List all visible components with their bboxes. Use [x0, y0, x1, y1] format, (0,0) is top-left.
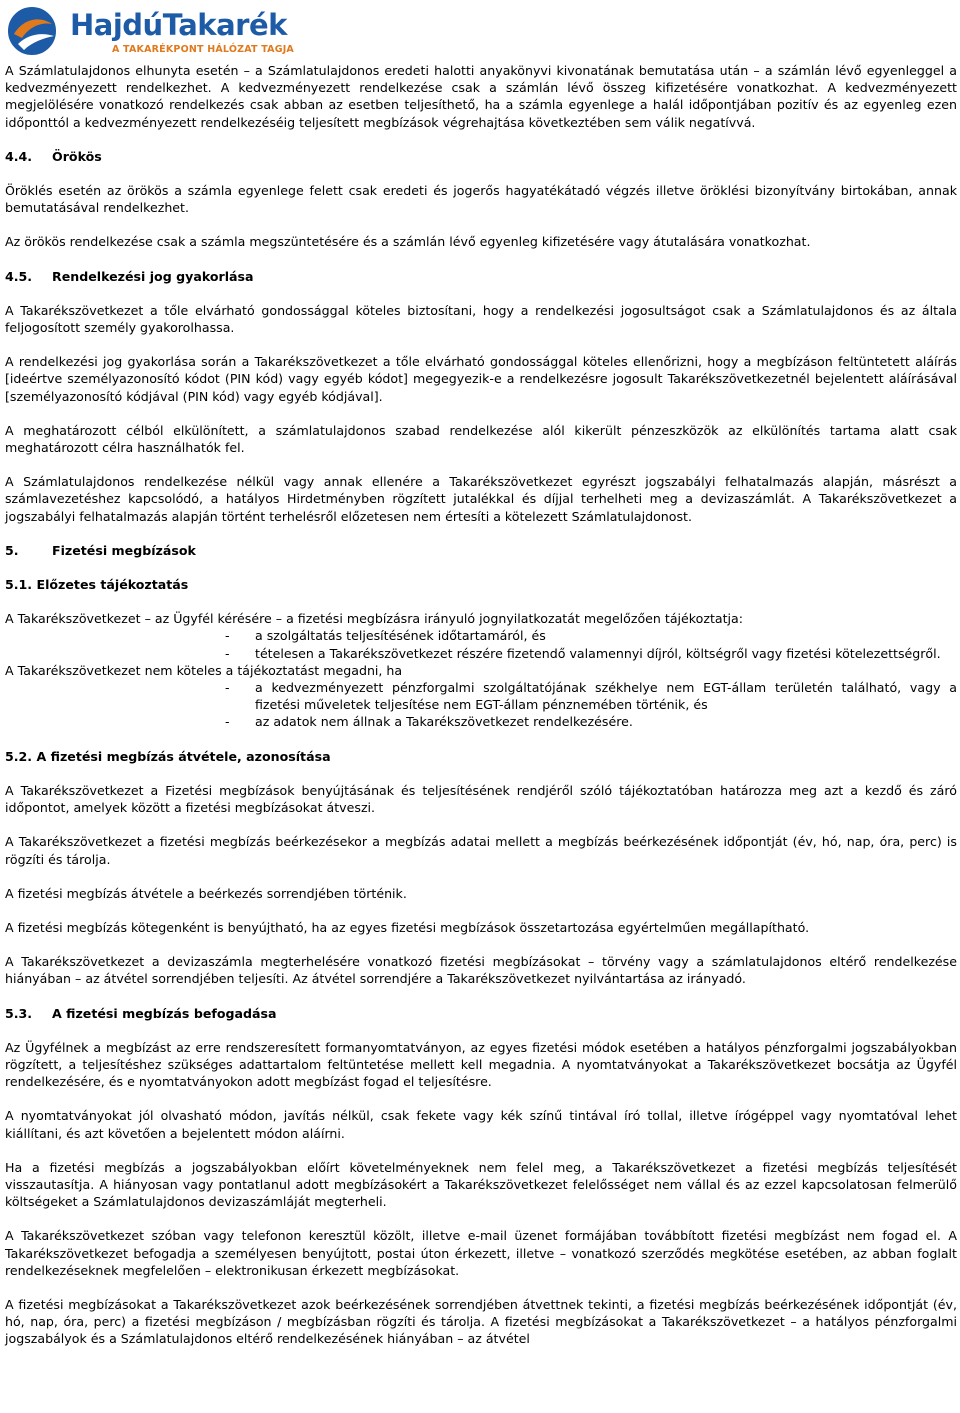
logo-wordmark [70, 10, 287, 40]
paragraph: A Takarékszövetkezet a Fizetési megbízások benyújtásának és teljesítésének rendjéről szóló tájékoztatóban határozza meg azt a kezdő és záró időpontot, amelyek között a fizetési megbízásokat átveszi. [5, 782, 957, 816]
heading-4-4 [5, 148, 957, 165]
heading-number: 5. [5, 542, 19, 558]
heading-number: 4.4. [5, 148, 33, 164]
heading-number: 5.3. [5, 1005, 33, 1021]
paragraph: A meghatározott célból elkülönített, a számlatulajdonos szabad rendelkezése alól kikerült pénzeszközök az elkülönítés tartama alatt csak meghatározott célra használhatók fel. [5, 422, 957, 456]
logo-word-1: Hajdú [70, 8, 163, 42]
logo-emblem-icon [6, 4, 62, 60]
paragraph: Az Ügyfélnek a megbízást az erre rendszeresített formanyomtatványon, az egyes fizetési módok esetében a hatályos pénzforgalmi jogszabályokban rögzített, a teljesítéshez szükséges adattartalom feltüntetése mellett kell megadnia. A nyomtatványokat a Takarékszövetkezet bocsátja az Ügyfél rendelkezésére, és e nyomtatványokon adott megbízást fogad el teljesítésre. [5, 1039, 957, 1090]
bank-logo [6, 4, 294, 60]
list-item: - a kedvezményezett pénzforgalmi szolgáltatójának székhelye nem EGT-állam területén található, vagy a fizetési műveletek teljesítése nem EGT-állam pénznemében történik, és [225, 680, 957, 713]
page-header [0, 0, 960, 60]
paragraph: A Takarékszövetkezet – az Ügyfél kérésére – a fizetési megbízásra irányuló jognyilatkozatát megelőzően tájékoztatja: [5, 611, 744, 627]
paragraph: A Számlatulajdonos rendelkezése nélkül vagy annak ellenére a Takarékszövetkezet egyrészt jogszabályi felhatalmazás alapján, másrészt a számlavezetéshez kapcsolódó, a hatályos Hirdetményben rögzített jutalékkal és díjjal terhelheti meg a devizaszámlát. A Takarékszövetkezet a jogszabályi felhatalmazás alapján történt terhelésről előzetesen nem értesíti a kötelezett Számlatulajdonost. [5, 474, 957, 524]
dash-list [5, 679, 957, 731]
logo-tagline: A TAKARÉKPONT HÁLÓZAT TAGJA [112, 44, 294, 55]
logo-word-2: Takarék [162, 8, 287, 42]
heading-title: Örökös [52, 148, 102, 164]
dash-list [5, 627, 957, 661]
paragraph: A Takarékszövetkezet a tőle elvárható gondossággal köteles biztosítani, hogy a rendelkezési jogosultságot csak a Számlatulajdonos és az általa feljogosított személy gyakorolhassa. [5, 302, 957, 336]
paragraph: A Takarékszövetkezet a fizetési megbízás beérkezésekor a megbízás adatai mellett a megbízás beérkezésének időpontját (év, hó, nap, óra, perc) is rögzíti és tárolja. [5, 834, 957, 867]
paragraph-intro: A Számlatulajdonos elhunyta esetén – a Számlatulajdonos eredeti halotti anyakönyvi kivonatának bemutatása után – a számlán lévő egyenleggel a kedvezményezett rendelkezhet. A kedvezményezett rendelkezése csak a számlán lévő összeg kifizetésére vonatkozhat. A kedvezményezett megjelölésére vonatkozó rendelkezés csak abban az esetben teljesíthető, ha a számla egyenlege a halál időpontjában pozitív és az egyenleg ezen időponttól a kedvezményezett rendelkezéséig teljesített megbízások végrehajtása következtében sem válik negatívvá. [5, 63, 957, 130]
list-item: - az adatok nem állnak a Takarékszövetkezet rendelkezésére. [225, 714, 633, 730]
heading-title: Rendelkezési jog gyakorlása [52, 268, 254, 284]
paragraph: A Takarékszövetkezet nem köteles a tájékoztatást megadni, ha [5, 662, 403, 678]
list-item: - a szolgáltatás teljesítésének időtartamáról, és [225, 628, 546, 644]
heading-5-1: 5.1. Előzetes tájékoztatás [5, 577, 189, 593]
heading-5-2: 5.2. A fizetési megbízás átvétele, azonosítása [5, 748, 331, 764]
heading-4-5 [5, 268, 957, 285]
paragraph: A fizetési megbízás átvétele a beérkezés sorrendjében történik. [5, 885, 407, 901]
paragraph: A Takarékszövetkezet a devizaszámla megterhelésére vonatkozó fizetési megbízásokat – törvény vagy a számlatulajdonos eltérő rendelkezése hiányában – az átvétel sorrendjében teljesíti. Az átvétel sorrendjére a Takarékszövetkezet nyilvántartása az irányadó. [5, 954, 957, 987]
paragraph: A fizetési megbízásokat a Takarékszövetkezet azok beérkezésének sorrendjében átvettnek tekinti, a fizetési megbízás beérkezésének időpontját (év, hó, nap, óra, perc) a fizetési megbízáson / megbízásban rögzíti és tárolja. A fizetési megbízásokat a Takarékszövetkezet – a hatályos pénzforgalmi jogszabályok és a Számlatulajdonos eltérő rendelkezésének hiányában – az átvétel [5, 1296, 957, 1347]
paragraph: Öröklés esetén az örökös a számla egyenlege felett csak eredeti és jogerős hagyatékátadó végzés illetve öröklési bizonyítvány birtokában, annak bemutatásával rendelkezhet. [5, 183, 957, 216]
heading-5 [5, 542, 957, 559]
heading-5-3 [5, 1005, 957, 1022]
paragraph: A nyomtatványokat jól olvasható módon, javítás nélkül, csak fekete vagy kék színű tintával író tollal, illetve írógéppel vagy nyomtatóval lehet kiállítani, és azt követően a bejelentett módon aláírni. [5, 1108, 957, 1141]
document-body [5, 62, 957, 1365]
paragraph: A fizetési megbízás kötegenként is benyújtható, ha az egyes fizetési megbízások összetartozása egyértelműen megállapítható. [5, 919, 810, 935]
heading-number: 4.5. [5, 268, 33, 284]
heading-title: Fizetési megbízások [52, 542, 196, 558]
paragraph: Az örökös rendelkezése csak a számla megszüntetésére és a számlán lévő egyenleg kifizetésére vagy átutalására vonatkozhat. [5, 234, 811, 250]
heading-title: A fizetési megbízás befogadása [52, 1005, 277, 1021]
paragraph: A rendelkezési jog gyakorlása során a Takarékszövetkezet a tőle elvárható gondossággal köteles ellenőrizni, hogy a megbízáson feltüntetett aláírás [ideértve személyazonosító kódot (PIN kód) vagy egyéb kódot] megegyezik-e a rendelkezésre jogosult Takarékszövetkezetnél bejelentett aláírásával [személyazonosító kódjával (PIN kód) vagy egyéb kódjával]. [5, 354, 957, 404]
paragraph: Ha a fizetési megbízás a jogszabályokban előírt követelményeknek nem felel meg, a Takarékszövetkezet a fizetési megbízás teljesítését visszautasítja. A hiányosan vagy pontatlanul adott megbízásokért a Takarékszövetkezet felelősséget nem vállal és az ezzel kapcsolatosan felmerülő költségeket a Számlatulajdonos devizaszámláját megterheli. [5, 1159, 957, 1210]
list-item: - tételesen a Takarékszövetkezet részére fizetendő valamennyi díjról, költségről vagy fizetési kötelezettségről. [225, 645, 941, 661]
paragraph: A Takarékszövetkezet szóban vagy telefonon keresztül közölt, illetve e-mail üzenet formájában továbbított fizetési megbízást nem fogad el. A Takarékszövetkezet befogadja a személyesen benyújtott, postai úton érkezett, illetve – vonatkozó szerződés megkötése esetében, az abban foglalt rendelkezéseknek megfelelően – elektronikusan érkezett megbízásokat. [5, 1228, 957, 1278]
